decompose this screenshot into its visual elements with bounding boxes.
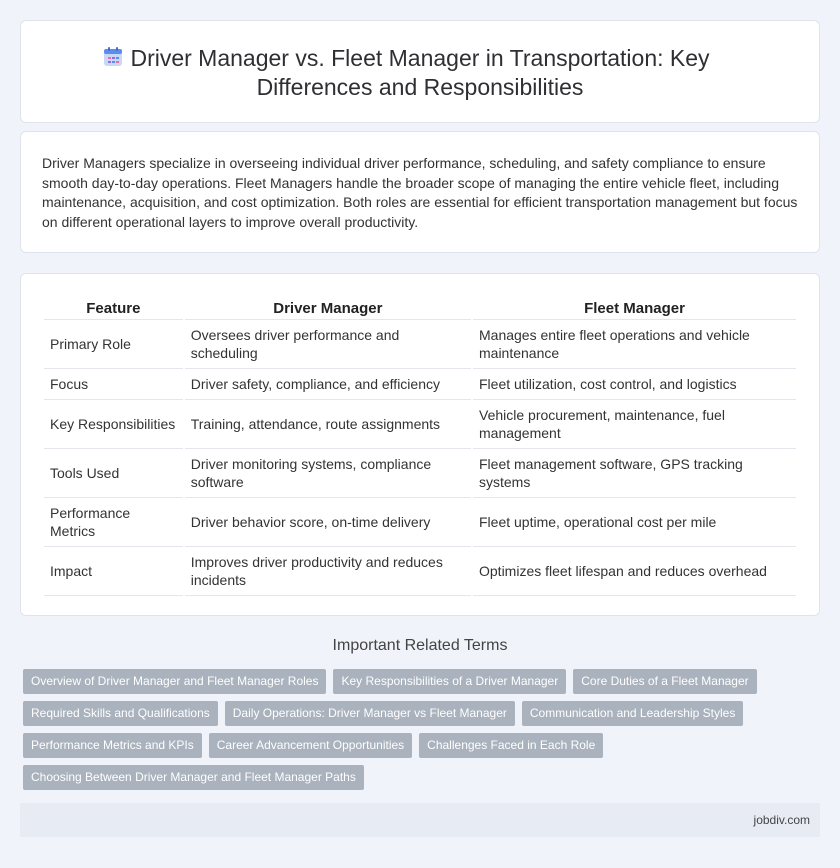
driver-manager-cell: Driver behavior score, on-time delivery xyxy=(185,498,471,547)
feature-cell: Performance Metrics xyxy=(44,498,183,547)
fleet-manager-cell: Fleet management software, GPS tracking systems xyxy=(473,449,796,498)
header-fleet-manager: Fleet Manager xyxy=(473,292,796,320)
driver-manager-cell: Oversees driver performance and scheduling xyxy=(185,320,471,369)
table-row xyxy=(44,320,796,369)
table-row xyxy=(44,369,796,400)
page-title: Driver Manager vs. Fleet Manager in Transportation: Key Differences and Responsibilities xyxy=(130,45,710,100)
related-term-tag[interactable]: Communication and Leadership Styles xyxy=(522,701,743,726)
table-row xyxy=(44,547,796,596)
tag-row xyxy=(23,765,823,790)
footer-site-link[interactable]: jobdiv.com xyxy=(753,813,810,827)
related-terms-title: Important Related Terms xyxy=(332,637,508,654)
comparison-card xyxy=(20,273,820,616)
comparison-table xyxy=(42,292,798,596)
related-term-tag[interactable]: Overview of Driver Manager and Fleet Manager Roles xyxy=(23,669,326,694)
fleet-manager-cell: Optimizes fleet lifespan and reduces overhead xyxy=(473,547,796,596)
related-term-tag[interactable]: Required Skills and Qualifications xyxy=(23,701,218,726)
driver-manager-cell: Driver safety, compliance, and efficiency xyxy=(185,369,471,400)
table-row xyxy=(44,498,796,547)
fleet-manager-cell: Fleet uptime, operational cost per mile xyxy=(473,498,796,547)
related-term-tag[interactable]: Core Duties of a Fleet Manager xyxy=(573,669,756,694)
tag-row xyxy=(23,701,823,726)
feature-cell: Key Responsibilities xyxy=(44,400,183,449)
table-row xyxy=(44,400,796,449)
feature-cell: Primary Role xyxy=(44,320,183,369)
related-term-tag[interactable]: Choosing Between Driver Manager and Fleet Manager Paths xyxy=(23,765,364,790)
fleet-manager-cell: Vehicle procurement, maintenance, fuel management xyxy=(473,400,796,449)
tag-row xyxy=(23,669,823,694)
driver-manager-cell: Improves driver productivity and reduces incidents xyxy=(185,547,471,596)
header-feature: Feature xyxy=(44,292,183,320)
tag-row xyxy=(23,733,823,758)
driver-manager-cell: Training, attendance, route assignments xyxy=(185,400,471,449)
feature-cell: Tools Used xyxy=(44,449,183,498)
table-row xyxy=(44,449,796,498)
intro-card xyxy=(20,131,820,253)
related-term-tag[interactable]: Career Advancement Opportunities xyxy=(209,733,412,758)
intro-paragraph: Driver Managers specialize in overseeing individual driver performance, scheduling, and safety compliance to ensure smooth day-to-day operations. Fleet Managers handle the broader scope of managing the entire vehicle fleet, including maintenance, acquisition, and cost optimization. Both roles are essential for efficient transportation management but focus on different operational layers to improve overall productivity. xyxy=(42,155,798,230)
footer xyxy=(20,803,820,837)
related-term-tag[interactable]: Daily Operations: Driver Manager vs Fleet Manager xyxy=(225,701,515,726)
table-header-row xyxy=(44,292,796,320)
related-terms-tags xyxy=(23,669,823,797)
title-card xyxy=(20,20,820,123)
feature-cell: Focus xyxy=(44,369,183,400)
related-term-tag[interactable]: Challenges Faced in Each Role xyxy=(419,733,603,758)
related-term-tag[interactable]: Performance Metrics and KPIs xyxy=(23,733,202,758)
header-driver-manager: Driver Manager xyxy=(185,292,471,320)
driver-manager-cell: Driver monitoring systems, compliance software xyxy=(185,449,471,498)
related-term-tag[interactable]: Key Responsibilities of a Driver Manager xyxy=(333,669,566,694)
fleet-manager-cell: Manages entire fleet operations and vehicle maintenance xyxy=(473,320,796,369)
fleet-manager-cell: Fleet utilization, cost control, and logistics xyxy=(473,369,796,400)
feature-cell: Impact xyxy=(44,547,183,596)
